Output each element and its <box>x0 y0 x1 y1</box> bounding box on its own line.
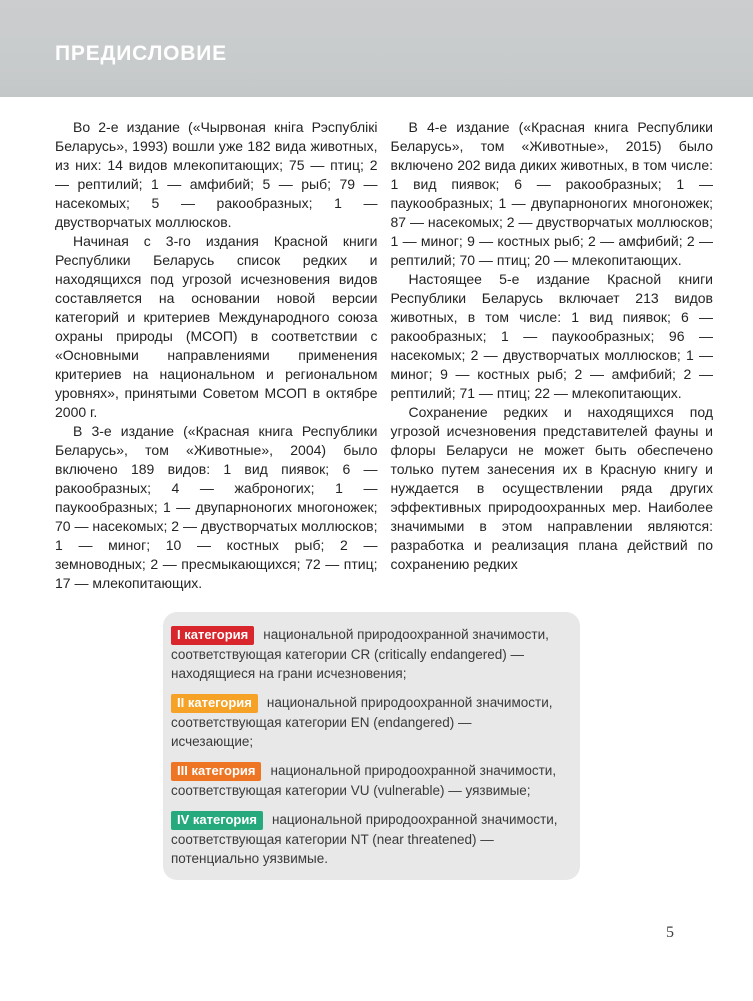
category-2-badge: II категория <box>171 694 258 713</box>
category-3-badge: III категория <box>171 762 261 781</box>
category-entry-line <box>171 625 560 645</box>
paragraph-conservation: Сохранение редких и находящихся под угрозой исчезновения представителей фауны и флоры Беларуси не может быть обеспечено только путем занесения их в Красную книгу и нуждается в осуществлении ряда других эффективных природоохранных мер. Наиболее значимыми в этом направлении являются: разработка и реализация плана действий по сохранению редких <box>390 404 713 572</box>
category-entry-3 <box>171 761 560 800</box>
category-entry-line <box>171 761 560 781</box>
category-text: исчезающие; <box>171 734 254 749</box>
category-text: национальной природоохранной значимости, <box>271 812 558 827</box>
category-text: находящиеся на грани исчезновения; <box>171 666 407 681</box>
category-text: соответствующая категории EN (endangered) — <box>171 715 472 730</box>
category-text: соответствующая категории VU (vulnerable) — уязвимые; <box>171 783 531 798</box>
category-entry-line <box>171 693 560 713</box>
category-text: национальной природоохранной значимости, <box>266 695 553 710</box>
category-text: соответствующая категории NT (near threatened) — <box>171 832 494 847</box>
category-1-badge: I категория <box>171 626 254 645</box>
page-header <box>0 0 753 97</box>
category-entry-4 <box>171 810 560 868</box>
text-column-left <box>55 118 378 593</box>
paragraph-edition-3: В 3-е издание («Красная книга Республики Беларусь», том «Животные», 2004) было включено 189 видов: 1 вид пиявок; 6 — ракообразных; 4 — жаброногих; 1 — паукообразных; 1 — двупарноногих многоножек; 70 — насекомых; 2 — двустворчатых моллюсков; 1 — миног; 10 — костных рыб; 2 — земноводных; 2 — пресмыкающихся; 72 — птиц; 17 — млекопитающих. <box>55 423 378 591</box>
category-4-badge: IV категория <box>171 811 263 830</box>
category-entry-line <box>171 810 560 830</box>
category-legend <box>163 612 580 880</box>
paragraph-edition-2: Во 2-е издание («Чырвоная кніга Рэспублікі Беларусь», 1993) вошли уже 182 вида животных, из них: 14 видов млекопитающих; 75 — птиц; 2 — рептилий; 1 — амфибий; 5 — рыб; 79 — насекомых; 5 — ракообразных; 1 — двустворчатых моллюсков. <box>55 119 378 230</box>
category-text: национальной природоохранной значимости, <box>270 763 557 778</box>
category-text: потенциально уязвимые. <box>171 851 328 866</box>
category-text: национальной природоохранной значимости, <box>263 627 549 642</box>
page-number: 5 <box>666 924 674 941</box>
paragraph-iucn-criteria: Начиная с 3-го издания Красной книги Республики Беларусь список редких и находящихся под угрозой исчезновения видов составляется на основании новой версии категорий и критериев Международного союза охраны природы (МСОП) в соответствии с «Основными направлениями применения критериев на национальном и региональном уровнях», принятыми Советом МСОП в октябре 2000 г. <box>55 233 378 420</box>
text-column-right <box>391 118 714 593</box>
category-entry-1 <box>171 625 560 683</box>
category-text: соответствующая категории CR (critically endangered) — <box>171 647 525 662</box>
preface-text <box>55 118 713 593</box>
page-title: ПРЕДИСЛОВИЕ <box>55 41 227 65</box>
category-entry-2 <box>171 693 560 751</box>
paragraph-edition-4: В 4-е издание («Красная книга Республики Беларусь», том «Животные», 2015) было включено 202 вида диких животных, в том числе: 1 вид пиявок; 6 — ракообразных; 1 — паукообразных; 1 — двупарноногих многоножек; 87 — насекомых; 2 — двустворчатых моллюсков; 1 — миног; 9 — костных рыб; 2 — амфибий; 2 — рептилий; 70 — птиц; 20 — млекопитающих. <box>390 119 713 268</box>
paragraph-edition-5: Настоящее 5-е издание Красной книги Республики Беларусь включает 213 видов животных, в том числе: 1 вид пиявок; 6 — ракообразных; 1 — паукообразных; 96 — насекомых; 2 — двустворчатых моллюсков; 1 — миног; 9 — костных рыб; 2 — амфибий; 2 — рептилий; 71 — птиц; 22 — млекопитающих. <box>390 271 713 401</box>
